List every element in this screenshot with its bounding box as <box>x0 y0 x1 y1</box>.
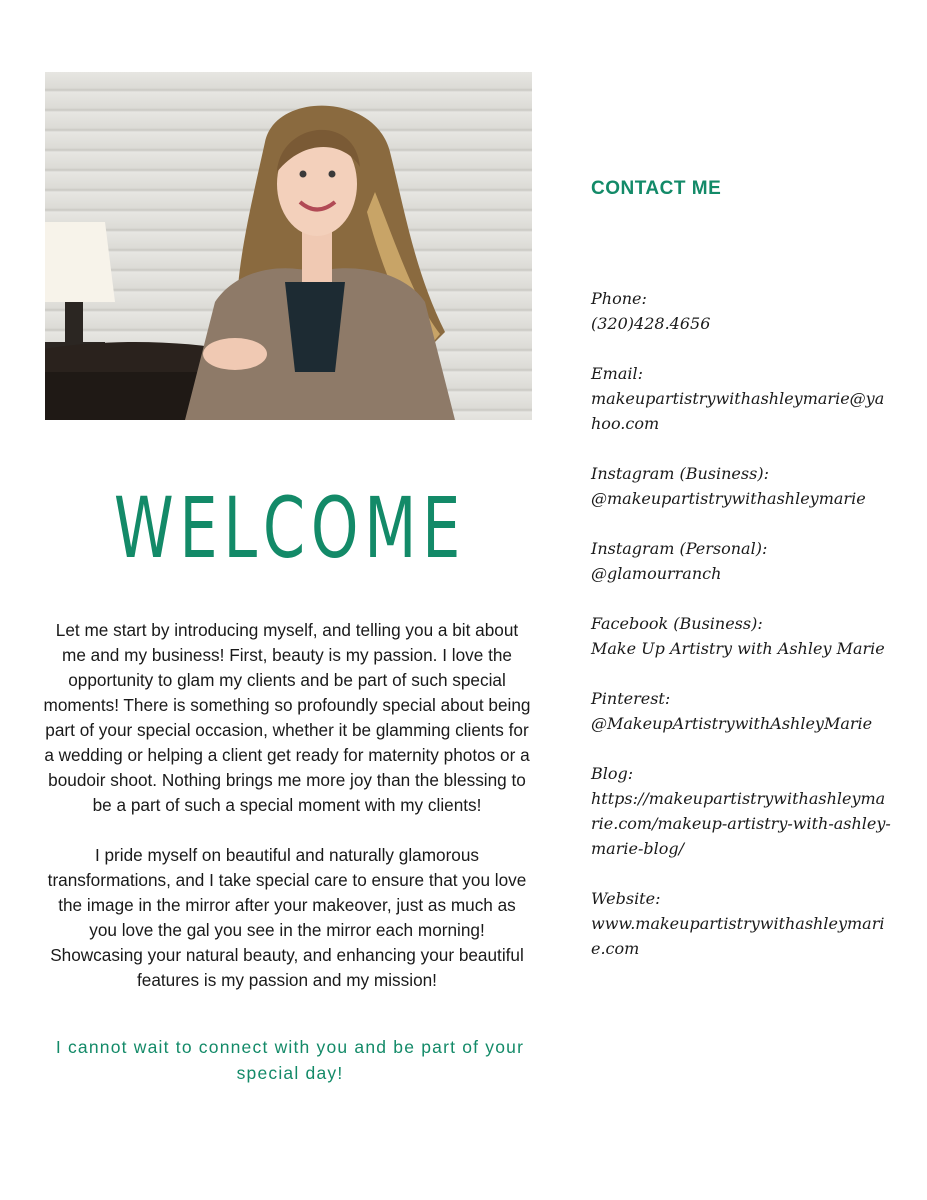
contact-instagram-personal-value[interactable]: @glamourranch <box>591 564 722 583</box>
contact-email <box>591 361 891 436</box>
intro-text <box>42 618 532 1018</box>
contact-instagram-personal <box>591 536 891 586</box>
welcome-title: WELCOME <box>113 479 467 577</box>
contact-phone-label: Phone: <box>591 289 647 308</box>
contact-facebook-value[interactable]: Make Up Artistry with Ashley Marie <box>591 639 885 658</box>
contact-phone-value[interactable]: (320)428.4656 <box>591 314 711 333</box>
contact-instagram-business-label: Instagram (Business): <box>591 464 769 483</box>
contact-heading: CONTACT ME <box>591 178 722 199</box>
contact-website-value[interactable]: www.makeupartistrywithashleymarie.com <box>591 914 885 958</box>
portrait-photo <box>45 72 532 420</box>
contact-instagram-business-value[interactable]: @makeupartistrywithashleymarie <box>591 489 866 508</box>
contact-email-label: Email: <box>591 364 644 383</box>
contact-pinterest-value[interactable]: @MakeupArtistrywithAshleyMarie <box>591 714 873 733</box>
portrait-illustration <box>45 72 532 420</box>
contact-instagram-personal-label: Instagram (Personal): <box>591 539 768 558</box>
contact-pinterest <box>591 686 891 736</box>
contact-list <box>591 286 891 986</box>
contact-pinterest-label: Pinterest: <box>591 689 671 708</box>
contact-blog-label: Blog: <box>591 764 634 783</box>
contact-blog <box>591 761 891 861</box>
contact-blog-value[interactable]: https://makeupartistrywithashleymarie.com/makeup-artistry-with-ashley-marie-blog/ <box>591 789 891 858</box>
contact-facebook-label: Facebook (Business): <box>591 614 763 633</box>
contact-facebook <box>591 611 891 661</box>
contact-instagram-business <box>591 461 891 511</box>
intro-paragraph-2: I pride myself on beautiful and naturally glamorous transformations, and I take special care to ensure that you love the image in the mirror after your makeover, just as much as you love the gal you see in the mirror each morning! Showcasing your natural beauty, and enhancing your beautiful features is my passion and my mission! <box>47 845 527 990</box>
contact-website <box>591 886 891 961</box>
closing-text: I cannot wait to connect with you and be part of your special day! <box>55 1037 525 1083</box>
intro-paragraph-1: Let me start by introducing myself, and telling you a bit about me and my business! First, beauty is my passion. I love the opportunity to glam my clients and be part of such special moments! There is something so profoundly special about being part of your special occasion, whether it be glamming clients for a wedding or helping a client get ready for maternity photos or a boudoir shoot. Nothing brings me more joy than the blessing to be a part of such a special moment with my clients! <box>43 620 531 815</box>
contact-website-label: Website: <box>591 889 661 908</box>
contact-email-value[interactable]: makeupartistrywithashleymarie@yahoo.com <box>591 389 885 433</box>
contact-phone <box>591 286 891 336</box>
